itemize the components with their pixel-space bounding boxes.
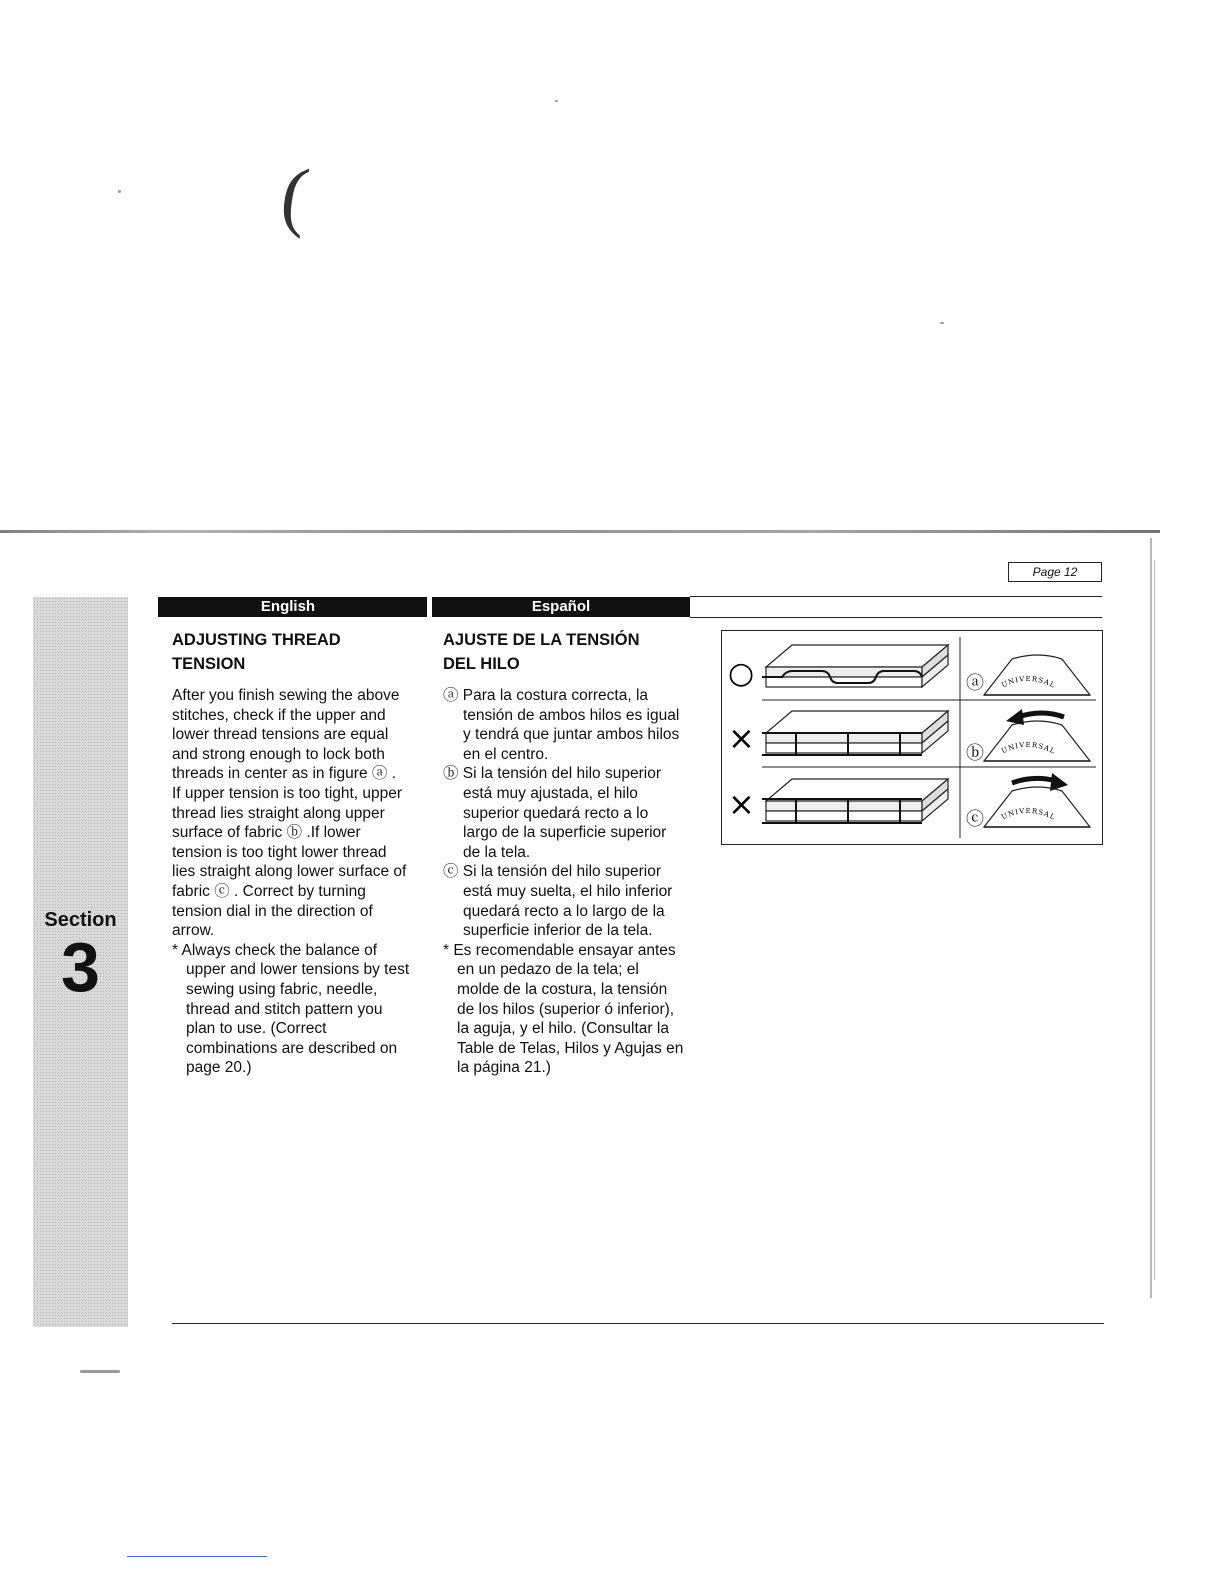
dial-text: UNIVERSAL — [1000, 674, 1057, 690]
spanish-item-a: ⓐ Para la costura correcta, la tensión de ambos hilos es igual y tendrá que juntar ambos hilos en el centro. — [443, 687, 680, 763]
figure-label-b: ⓑ — [966, 743, 984, 764]
section-tab — [33, 597, 128, 1327]
spanish-title — [443, 628, 685, 676]
thread-tension-figure — [721, 630, 1103, 845]
scan-speck — [940, 322, 944, 324]
english-title-line: ADJUSTING THREAD — [172, 631, 341, 649]
scan-speck — [80, 1370, 120, 1373]
tension-dial-icon — [984, 721, 1090, 761]
scan-artifact-line — [127, 1556, 267, 1557]
dial-text: UNIVERSAL — [1000, 806, 1057, 822]
header-rule — [690, 617, 1102, 618]
footer-rule — [172, 1323, 1104, 1324]
english-title-line: TENSION — [172, 655, 246, 673]
english-column — [172, 628, 412, 1078]
spanish-column — [443, 628, 685, 1078]
header-rule — [690, 596, 1102, 597]
figure-label-a: ⓐ — [966, 673, 984, 694]
spanish-title-line: AJUSTE DE LA TENSIÓN — [443, 631, 640, 649]
page-number: Page 12 — [1008, 562, 1102, 582]
scan-speck — [118, 190, 121, 193]
tension-dial-icon — [984, 655, 1090, 695]
english-paragraph: After you finish sewing the above stitches, check if the upper and lower thread tensions are equal and strong enough to lock both threads in center as in figure ⓐ . — [172, 687, 400, 783]
figure-label-c: ⓒ — [966, 809, 984, 830]
scan-fold-line — [0, 530, 1160, 533]
correct-mark: ○ — [728, 656, 755, 691]
tension-dial-icon — [984, 787, 1090, 827]
english-header: English — [158, 597, 418, 617]
spanish-item-c: ⓒ Si la tensión del hilo superior está muy suelta, el hilo inferior quedará recto a lo largo de la superficie inferior de la tela. — [443, 863, 673, 940]
spanish-header: Español — [432, 597, 690, 617]
header-divider — [418, 597, 427, 617]
english-title — [172, 628, 412, 676]
english-paragraph: If upper tension is too tight, upper thread lies straight along upper surface of fabric ⓑ .If lower tension is too tight lower thread lies straight along lower surface of fabric ⓒ . Correct by turning tension dial in the direction of arrow. — [172, 784, 407, 940]
scan-edge — [1150, 538, 1152, 1298]
english-note: * Always check the balance of upper and lower tensions by test sewing using fabric, needle, thread and stitch pattern you plan to use. (Correct combinations are described on page 20.) — [172, 941, 410, 1077]
fabric-sample-c — [762, 779, 948, 823]
scan-edge — [1154, 560, 1155, 1280]
dial-text: UNIVERSAL — [1000, 740, 1057, 756]
spanish-item-b: ⓑ Si la tensión del hilo superior está muy ajustada, el hilo superior quedará recto a lo largo de la superficie superior de la tela. — [443, 765, 667, 861]
spanish-note: * Es recomendable ensayar antes en un pedazo de la tela; el molde de la costura, la tensión de los hilos (superior ó inferior), la aguja, y el hilo. (Consultar la Table de Telas, Hilos y Agujas en la página 21.) — [443, 941, 684, 1077]
wrong-mark: × — [728, 785, 755, 823]
section-label: Section — [44, 909, 117, 931]
fabric-sample-a — [762, 645, 948, 687]
scan-mark: ( — [276, 149, 314, 240]
tension-diagram — [722, 631, 1102, 844]
wrong-mark: × — [728, 719, 755, 757]
section-number: 3 — [61, 928, 100, 1006]
scan-speck — [555, 100, 558, 102]
fabric-sample-b — [762, 711, 948, 755]
spanish-title-line: DEL HILO — [443, 655, 520, 673]
